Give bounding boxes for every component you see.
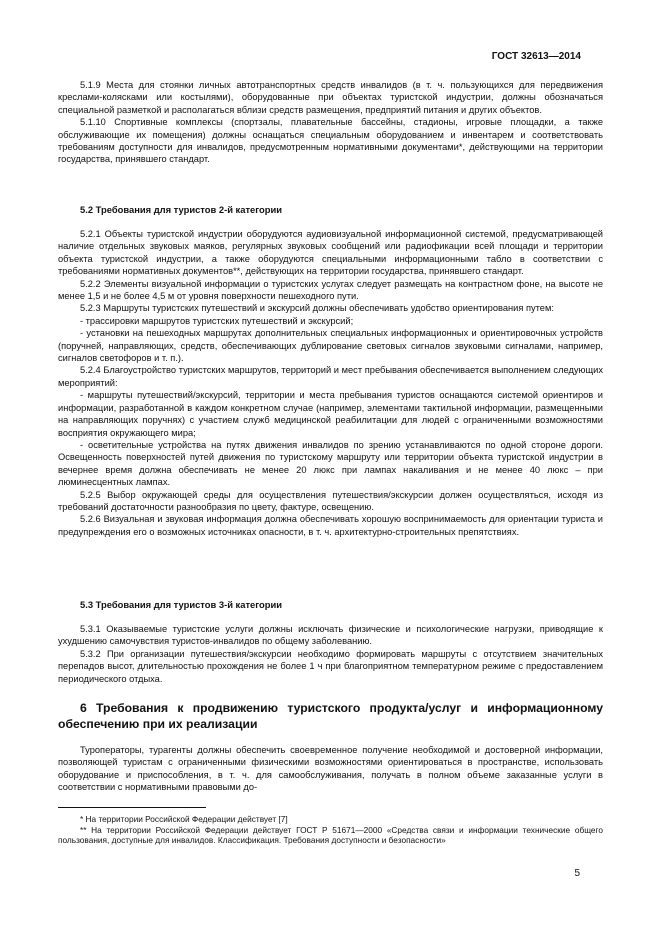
paragraph: 5.2.6 Визуальная и звуковая информация должна обеспечивать хорошую воспринимаемость для ориентации туриста и предупреждения его о возможных источниках опасности, в т. ч. архитектурно-строительных препятствиях. — [58, 514, 603, 537]
paragraph: 5.2.1 Объекты туристской индустрии оборудуются аудиовизуальной информационной системой, предусматривающей наличие отдельных звуковых маяков, регулярных звуковых сообщений или радиофикации всей площади и территории объекта туристской индустрии, а также оборудуются специальными информационными табло в соответствии с требованиями нормативных документов**, действующих на территории государства, принявшего стандарт. — [58, 229, 603, 277]
paragraph: Туроператоры, турагенты должны обеспечить своевременное получение необходимой и достоверной информации, позволяющей туристам с ограниченными физическими возможностями ориентироваться в пространстве, использовать оборудование и приспособления, в т. ч. для самообслуживания, получать в полном объеме заказанные услуги в соответствии с нормативными правовыми до- — [58, 745, 603, 793]
section-5-3 — [58, 623, 603, 685]
footnotes — [58, 814, 603, 846]
list-item: - маршруты путешествий/экскурсий, территории и места пребывания туристов оснащаются системой ориентиров и информации, разработанной в каждом конкретном случае (например, элементами тактильной информации, размещенными на направляющих поручнях) с участием служб медицинской реабилитации для людей с ограниченными возможностями восприятия окружающего мира; — [58, 390, 603, 438]
paragraph: 5.1.9 Места для стоянки личных автотранспортных средств инвалидов (в т. ч. пользующихся для передвижения креслами-колясками или костылями), оборудованные при объектах туристской индустрии, должны обозначаться специальной разметкой и располагаться вблизи средств размещения, предприятий питания и других объектов. — [58, 80, 603, 115]
list-item: - осветительные устройства на путях движения инвалидов по зрению устанавливаются по одной стороне дороги. Освещенность поверхностей путей движения по туристскому маршруту или территории объекта туристской индустрии в вечернее время должна обеспечивать не менее 20 люкс при лампах накаливания и не менее 40 люкс – при люминесцентных лампах. — [58, 439, 603, 488]
paragraph: 5.2.5 Выбор окружающей среды для осуществления путешествия/экскурсии должен осуществляться, исходя из требований достаточности разнообразия по цвету, фактуре, освещению. — [58, 489, 603, 512]
document-code: ГОСТ 32613—2014 — [491, 51, 581, 62]
paragraph: 5.3.1 Оказываемые туристские услуги должны исключать физические и психологические нагрузки, приводящие к ухудшению самочувствия туристов-инвалидов по общему заболеванию. — [58, 624, 603, 647]
section-6 — [58, 744, 603, 794]
heading-6: 6 Требования к продвижению туристского продукта/услуг и информационному обеспечению при их реализации — [58, 701, 603, 731]
heading-5-2: 5.2 Требования для туристов 2-й категории — [80, 204, 283, 215]
page-number: 5 — [574, 868, 580, 879]
heading-5-3: 5.3 Требования для туристов 3-й категории — [80, 599, 283, 610]
paragraph: 5.3.2 При организации путешествия/экскурсии необходимо формировать маршруты с отсутствием значительных перепадов высот, длительностью прохождения не более 1 ч при благоприятном температурном режиме с предоставлением периодического отдыха. — [58, 648, 603, 684]
footnote: ** На территории Российской Федерации действует ГОСТ Р 51671—2000 «Средства связи и информации технические общего пользования, доступные для инвалидов. Классификация. Требования доступности и безопасности» — [58, 824, 603, 846]
paragraph: 5.1.10 Спортивные комплексы (спортзалы, плавательные бассейны, стадионы, игровые площадки, а также обслуживающие их помещения) должны оснащаться специальным оборудованием и инвентарем и соответствовать требованиям доступности для инвалидов, предусмотренным нормативными документами*, действующими на территории государства, принявшего стандарт. — [58, 117, 603, 165]
footnote-divider — [58, 807, 206, 808]
section-5-1-end — [58, 79, 603, 166]
paragraph: 5.2.3 Маршруты туристских путешествий и экскурсий должны обеспечивать удобство ориентирования путем: — [80, 303, 554, 314]
list-item: - установки на пешеходных маршрутах дополнительных специальных информационных и ориентировочных устройств (поручней, направляющих, средств, обеспечивающих дублирование световых сигналов звуковыми сигналами, например, сигналов светофоров и т. п.). — [58, 328, 603, 364]
list-item: - трассировки маршрутов туристских путешествий и экскурсий; — [80, 315, 354, 326]
footnote: * На территории Российской Федерации действует [7] — [80, 814, 288, 824]
paragraph: 5.2.4 Благоустройство туристских маршрутов, территорий и мест пребывания обеспечивается выполнением следующих мероприятий: — [58, 365, 603, 388]
section-5-2 — [58, 228, 603, 538]
paragraph: 5.2.2 Элементы визуальной информации о туристских услугах следует размещать на контрастном фоне, на высоте не менее 1,5 и не более 4,5 м от уровня поверхности пешеходного пути. — [58, 278, 603, 302]
